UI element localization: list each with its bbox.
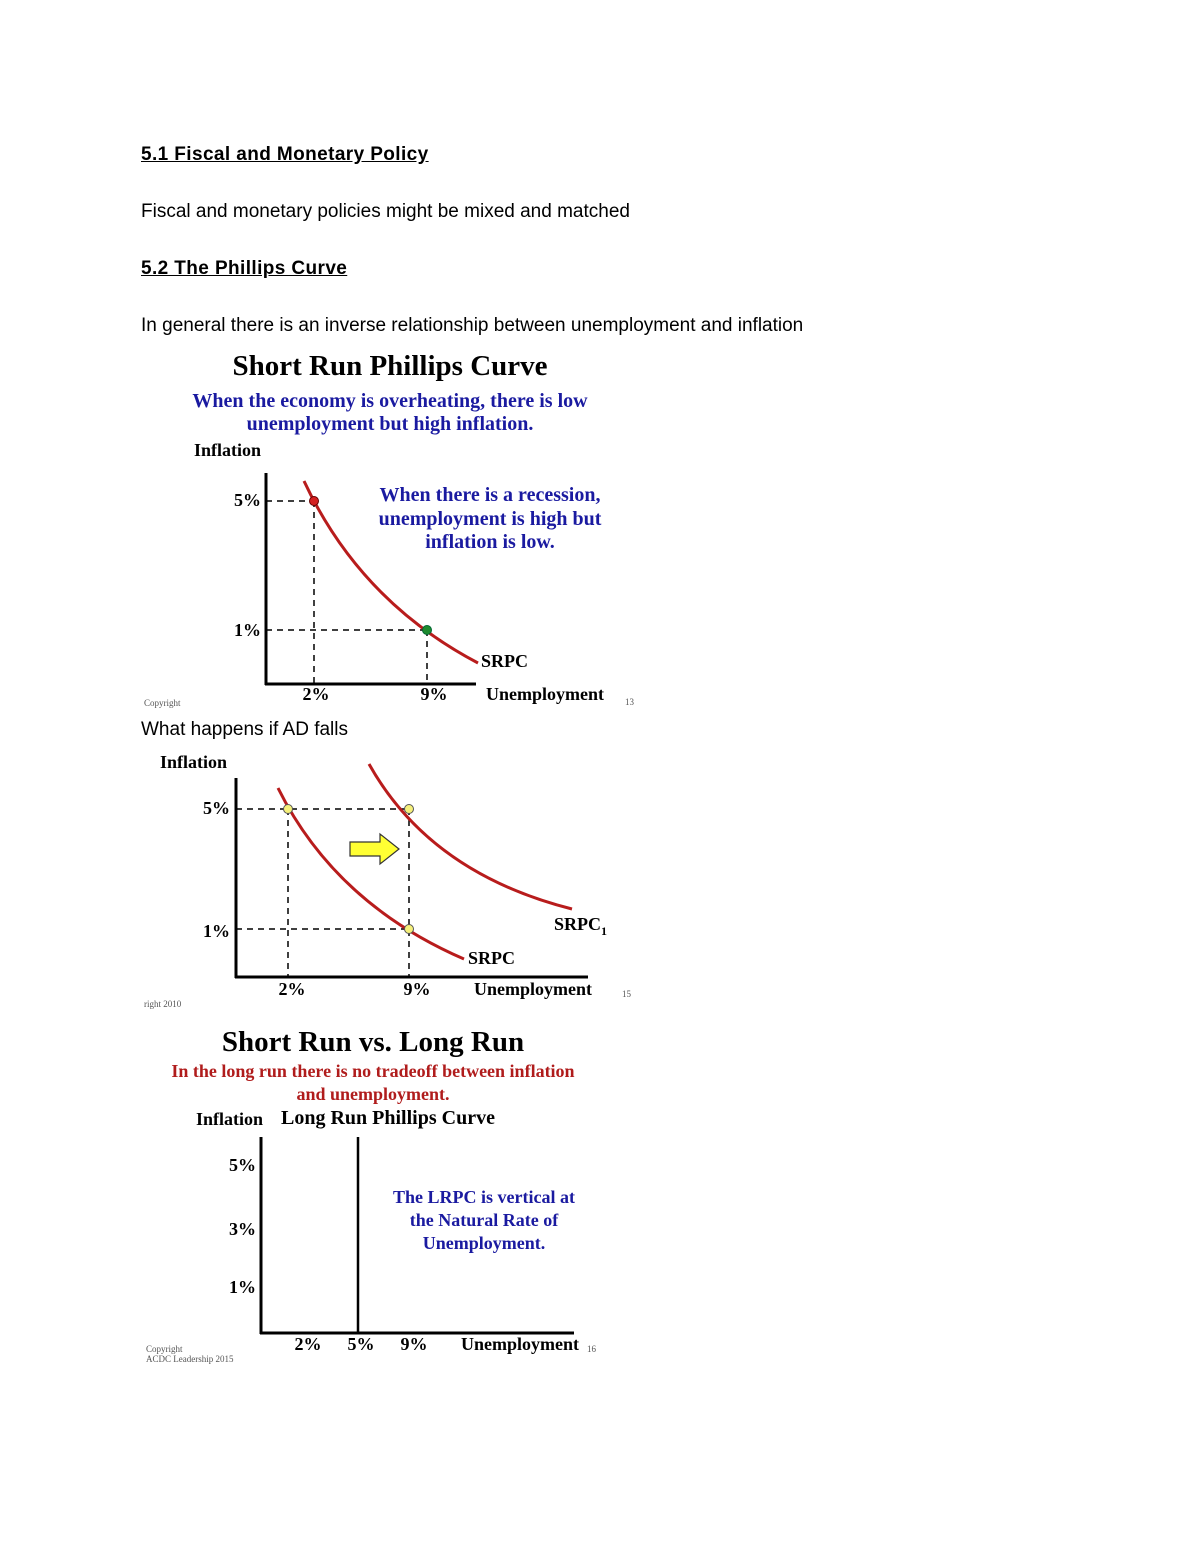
figure3-x-tick-2pct: 2% [294, 1334, 322, 1354]
figure1-subtitle-line2: unemployment but high inflation. [246, 413, 534, 435]
figure1-x-axis-label: Unemployment [486, 684, 604, 704]
figure2-srpc-label: SRPC [468, 948, 516, 968]
figure2-srpc1-label [554, 914, 607, 938]
figure3-note-line2: the Natural Rate of [409, 1210, 559, 1230]
figure3-chart-title: Long Run Phillips Curve [281, 1107, 495, 1129]
section-heading-fiscal-monetary: 5.1 Fiscal and Monetary Policy [141, 144, 429, 165]
figure1-title: Short Run Phillips Curve [232, 350, 548, 382]
figure3-x-axis-label: Unemployment [461, 1334, 579, 1354]
figure1-note-line1: When there is a recession, [379, 484, 601, 506]
figure3-note-line1: The LRPC is vertical at [393, 1187, 575, 1207]
figure1-y-axis-label: Inflation [194, 440, 262, 460]
shift-right-arrow-icon [350, 834, 399, 864]
figure1-y-tick-5pct: 5% [234, 490, 261, 510]
figure1-note-line2: unemployment is high but [378, 508, 602, 530]
figure1-x-tick-2pct: 2% [302, 684, 330, 704]
figure2-x-tick-2pct: 2% [278, 979, 306, 999]
paragraph-inverse-relationship: In general there is an inverse relationship between unemployment and inflation [141, 315, 804, 336]
figure3-subtitle-line1: In the long run there is no tradeoff between inflation [171, 1061, 575, 1081]
figure2-point-srpc1-high [405, 805, 414, 814]
figure3-y-tick-5pct: 5% [229, 1155, 256, 1175]
figure1-note-line3: inflation is low. [425, 531, 555, 553]
figure3-copyright-line2: ACDC Leadership 2015 [146, 1354, 234, 1364]
figure3-y-tick-1pct: 1% [229, 1277, 256, 1297]
paragraph-policy-mix: Fiscal and monetary policies might be mixed and matched [141, 201, 630, 222]
figure2-point-srpc-high [284, 805, 293, 814]
figure2-x-tick-9pct: 9% [403, 979, 431, 999]
figure1-point-low-inflation [423, 626, 432, 635]
figure-short-run-phillips-curve [140, 343, 650, 713]
paragraph-ad-falls: What happens if AD falls [141, 719, 348, 740]
figure2-slide-number: 15 [622, 989, 631, 999]
figure1-subtitle-line1: When the economy is overheating, there is low [192, 390, 588, 412]
figure3-slide-number: 16 [587, 1344, 596, 1354]
figure-short-run-vs-long-run [140, 1023, 610, 1368]
figure1-x-tick-9pct: 9% [420, 684, 448, 704]
figure1-slide-number: 13 [625, 697, 634, 707]
figure2-srpc1-label-subscript: 1 [601, 924, 608, 938]
figure1-point-high-inflation [310, 497, 319, 506]
figure3-y-axis-label: Inflation [196, 1109, 264, 1129]
figure3-copyright-line1: Copyright [146, 1344, 183, 1354]
figure-ad-falls-shift [140, 745, 640, 1020]
figure1-copyright: Copyright [144, 698, 181, 708]
figure3-x-tick-9pct: 9% [400, 1334, 428, 1354]
figure2-point-srpc1-low [405, 925, 414, 934]
figure3-subtitle-line2: and unemployment. [296, 1084, 450, 1104]
figure2-srpc-curve [278, 788, 464, 959]
figure2-srpc1-label-main: SRPC [554, 914, 602, 934]
section-heading-phillips-curve: 5.2 The Phillips Curve [141, 258, 348, 279]
figure2-srpc1-curve [369, 764, 572, 909]
figure3-title: Short Run vs. Long Run [221, 1026, 525, 1058]
figure3-y-tick-3pct: 3% [229, 1219, 256, 1239]
figure2-y-tick-5pct: 5% [203, 798, 230, 818]
figure1-curve-label: SRPC [481, 651, 529, 671]
figure2-y-axis-label: Inflation [160, 752, 228, 772]
figure3-note-line3: Unemployment. [422, 1233, 546, 1253]
figure3-x-tick-5pct: 5% [347, 1334, 375, 1354]
figure2-copyright: right 2010 [144, 999, 182, 1009]
figure2-y-tick-1pct: 1% [203, 921, 230, 941]
figure1-y-tick-1pct: 1% [234, 620, 261, 640]
figure2-x-axis-label: Unemployment [474, 979, 592, 999]
